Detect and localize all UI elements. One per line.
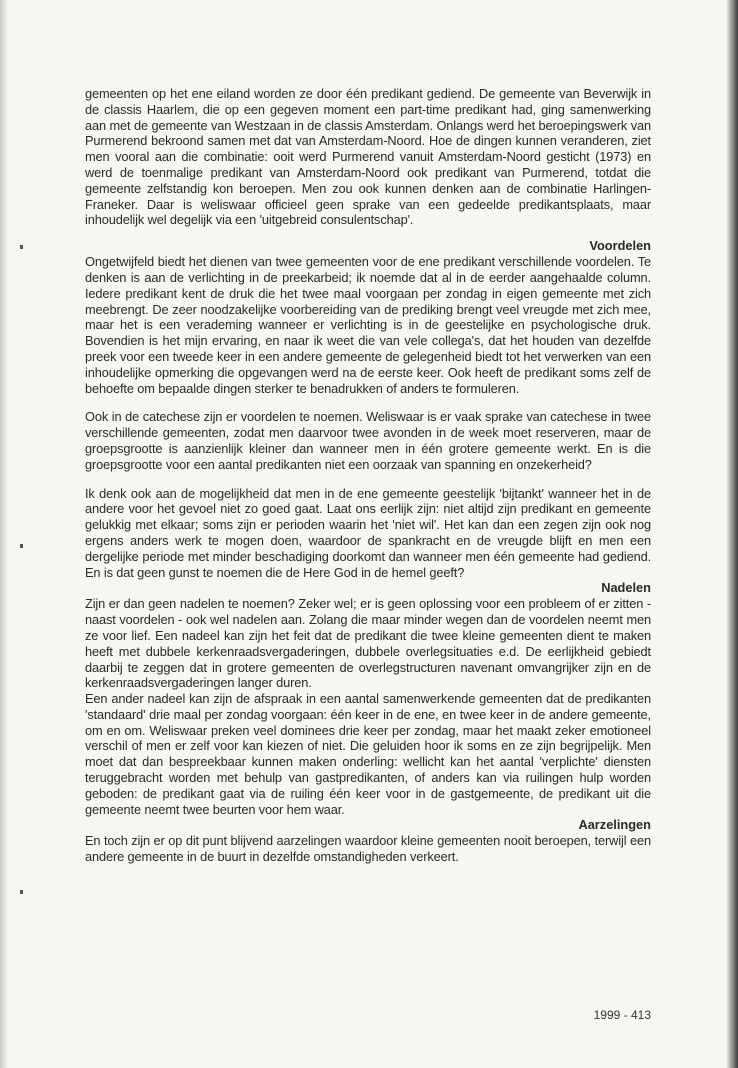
- page-edge-right: [727, 0, 738, 1068]
- section-heading-nadelen: Nadelen: [601, 580, 651, 596]
- binding-mark: [20, 890, 23, 894]
- voordelen-paragraph-1: Ongetwijfeld biedt het dienen van twee gemeenten voor de ene predikant verschillende voordelen. Te denken is aan de verlichting in de preekarbeid; ik noemde dat al in de eerder aangehaalde column. Iedere predikant kent de druk die het twee maal voorgaan per zondag in eigen gemeente met zich meebrengt. De zeer noodzakelijke voorbereiding van de prediking brengt veel vreugde met zich mee, maar het is een verademing wanneer er verlichting is in de geestelijke en psychologische druk. Bovendien is het mijn ervaring, en naar ik weet die van vele collega's, dat het houden van dezelfde preek voor een tweede keer in een andere gemeente de gelegenheid biedt tot het verwerken van een inhoudelijke opmerking die opgevangen werd na de eerste keer. Ook heeft de predikant soms zelf de behoefte om bepaalde dingen sterker te benadrukken of anders te formuleren.: [85, 254, 651, 396]
- binding-mark: [20, 245, 23, 249]
- voordelen-paragraph-3: Ik denk ook aan de mogelijkheid dat men in de ene gemeente geestelijk 'bijtankt' wanneer het in de andere voor het gevoel niet zo goed gaat. Laat ons eerlijk zijn: niet altijd zijn predikant en gemeente gelukkig met elkaar; soms zijn er perioden waarin het 'niet wil'. Het kan dan een zegen zijn ook nog ergens anders werk te mogen doen, waardoor de spankracht en de vreugde blijft en men een dergelijke periode met minder beschadiging doorkomt dan wanneer men één gemeente had gediend. En is dat geen gunst te noemen die de Here God in de hemel geeft?: [85, 485, 651, 580]
- nadelen-paragraph-2: Een ander nadeel kan zijn de afspraak in een aantal samenwerkende gemeenten dat de predikanten 'standaard' drie maal per zondag voorgaan: één keer in de ene, en twee keer in de andere gemeente, om en om. Weliswaar preken veel dominees drie keer per zondag, maar het maakt zeker emotioneel verschil of men er zelf voor kan kiezen of niet. Die geluiden hoor ik soms en ze zijn begrijpelijk. Men moet dat dan bespreekbaar kunnen maken onderling: wellicht kan het aantal 'verplichte' diensten teruggebracht worden met behulp van gastpredikanten, of anders kan via ruilingen hulp worden geboden: de predikant gaat via de ruiling één keer voor in de gastgemeente, de predikant uit die gemeente neemt twee beurten voor hem waar.: [85, 691, 651, 817]
- nadelen-paragraph-1: Zijn er dan geen nadelen te noemen? Zeker wel; er is geen oplossing voor een probleem of er zitten - naast voordelen - ook wel nadelen aan. Zolang die maar minder wegen dan de voordelen neemt men ze voor lief. Een nadeel kan zijn het feit dat de predikant die twee kleine gemeenten dient te maken heeft met dubbele kerkenraadsvergaderingen, dubbele overlegsituaties e.d. De eerlijkheid gebiedt daarbij te zeggen dat in grotere gemeenten de overlegstructuren navenant omvangrijker zijn en de kerkenraadsvergaderingen langer duren.: [85, 596, 651, 691]
- binding-mark: [20, 544, 23, 548]
- page-number: 1999 - 413: [593, 1008, 651, 1022]
- section-heading-voordelen: Voordelen: [589, 238, 651, 254]
- voordelen-paragraph-2: Ook in de catechese zijn er voordelen te noemen. Weliswaar is er vaak sprake van catechese in twee verschillende gemeenten, zodat men daarvoor twee avonden in de week moet reserveren, maar de groepsgrootte is aanzienlijk kleiner dan wanneer men in één grotere gemeente werkt. En is die groepsgrootte voor een aantal predikanten niet een oorzaak van spanning en onzekerheid?: [85, 409, 651, 472]
- article-column: [85, 86, 651, 865]
- aarzelingen-paragraph-1: En toch zijn er op dit punt blijvend aarzelingen waardoor kleine gemeenten nooit beroepen, terwijl een andere gemeente in de buurt in dezelfde omstandigheden verkeert.: [85, 833, 651, 865]
- page-edge-left: [0, 0, 7, 1068]
- intro-paragraph: gemeenten op het ene eiland worden ze door één predikant gediend. De gemeente van Beverwijk in de classis Haarlem, die op een gegeven moment een part-time predikant had, ging samenwerking aan met de gemeente van Westzaan in de classis Amsterdam. Onlangs werd het beroepingswerk van Purmerend bekroond samen met dat van Amsterdam-Noord. Hoe de dingen kunnen veranderen, ziet men vooral aan die combinatie: ooit werd Purmerend vanuit Amsterdam-Noord gesticht (1973) en werd de toenmalige predikant van Amsterdam-Noord ook predikant van Purmerend, totdat die gemeente zelfstandig kon beroepen. Men zou ook kunnen denken aan de combinatie Harlingen-Franeker. Daar is weliswaar officieel geen sprake van een gedeelde predikantsplaats, maar inhoudelijk wel degelijk via een 'uitgebreid consulentschap'.: [85, 86, 651, 228]
- section-heading-aarzelingen: Aarzelingen: [578, 817, 651, 833]
